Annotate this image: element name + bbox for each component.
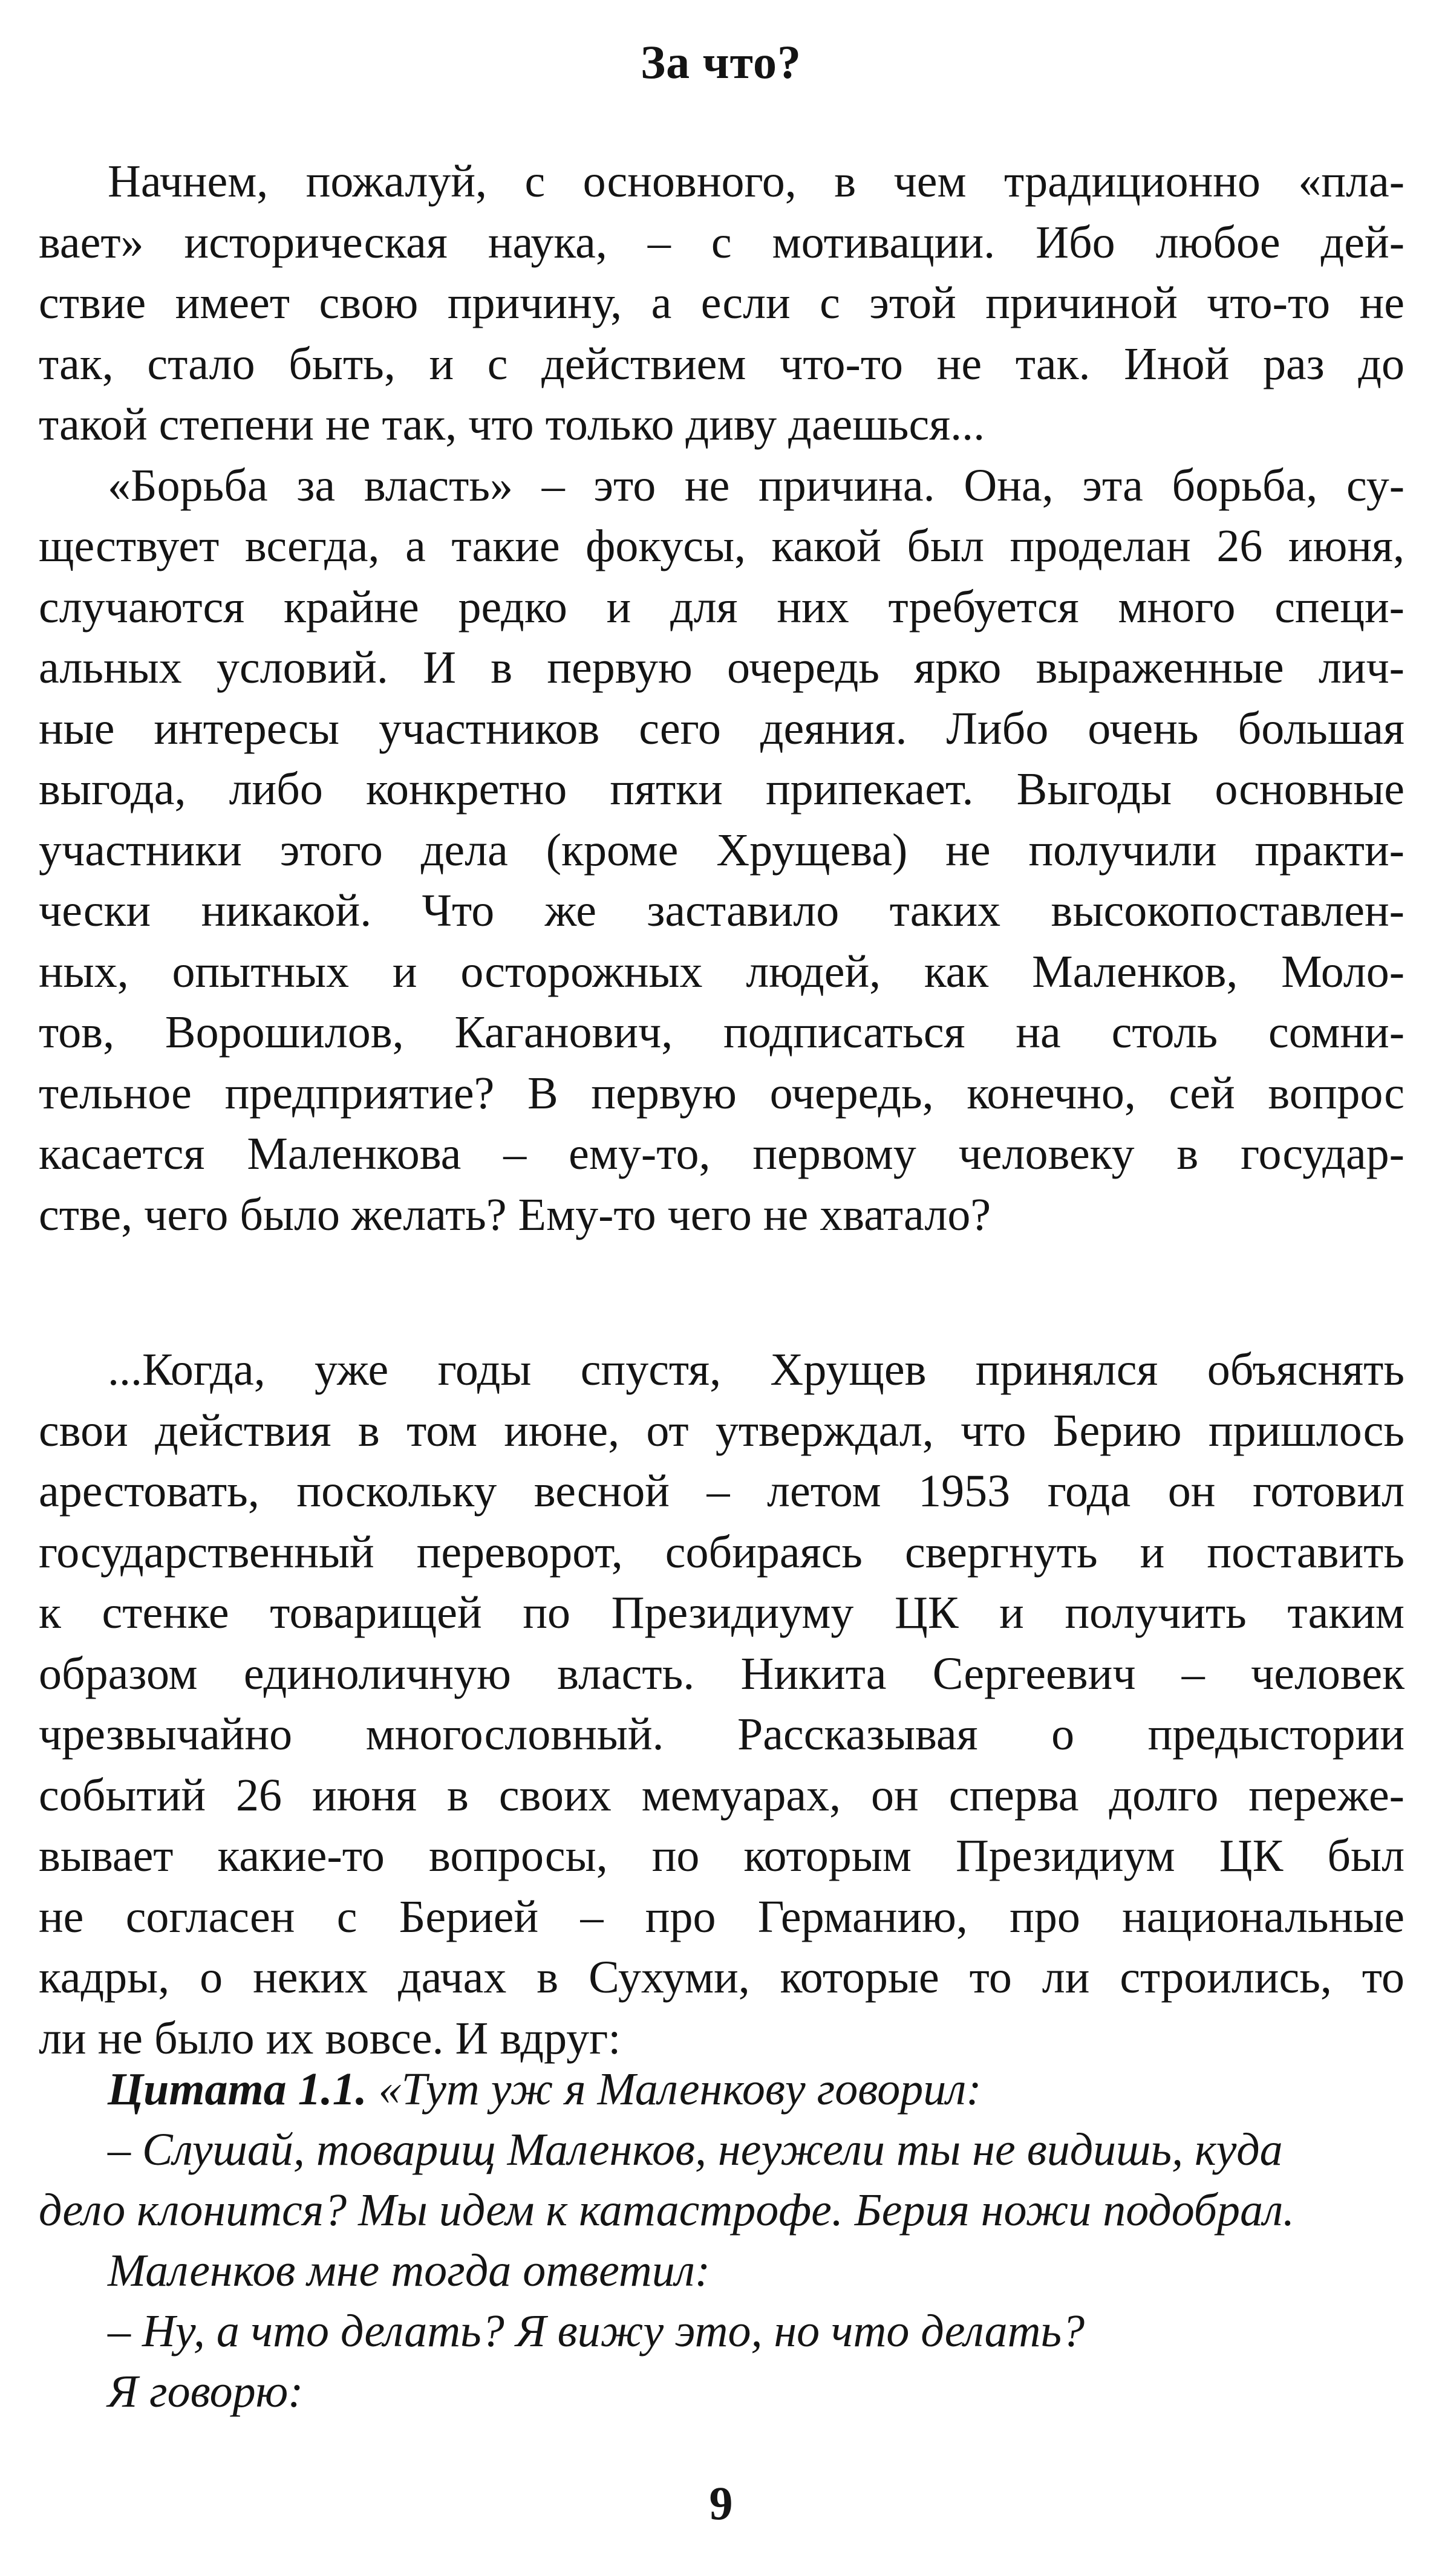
text-line: выгода, либо конкретно пятки припекает. Выгоды основные bbox=[39, 764, 1404, 815]
chapter-title: За что? bbox=[641, 36, 801, 88]
text-line: «Борьба за власть» – это не причина. Она, эта борьба, су- bbox=[108, 460, 1404, 511]
text-line: кадры, о неких дачах в Сухуми, которые то ли строились, то bbox=[39, 1952, 1404, 2003]
text-line: арестовать, поскольку весной – летом 1953 года он готовил bbox=[39, 1466, 1404, 1517]
text-line: такой степени не так, что только диву даешься... bbox=[39, 399, 985, 450]
quote-line: дело клонится? Мы идем к катастрофе. Берия ножи подобрал. bbox=[39, 2185, 1295, 2236]
quote-text: «Тут уж я Маленкову говорил: bbox=[367, 2064, 982, 2115]
text-line: тельное предприятие? В первую очередь, конечно, сей вопрос bbox=[39, 1067, 1404, 1119]
text-line: ...Когда, уже годы спустя, Хрущев принялся объяснять bbox=[108, 1344, 1404, 1395]
quote-first-line bbox=[39, 2059, 1404, 2119]
text-line: Начнем, пожалуй, с основного, в чем традиционно «пла- bbox=[108, 156, 1404, 207]
text-line: ществует всегда, а такие фокусы, какой был проделан 26 июня, bbox=[39, 521, 1404, 571]
text-line: касается Маленкова – ему-то, первому человеку в государ- bbox=[39, 1128, 1404, 1179]
quote-block bbox=[39, 2059, 1404, 2422]
page-number: 9 bbox=[709, 2477, 733, 2529]
text-line: альных условий. И в первую очередь ярко выраженные лич- bbox=[39, 642, 1404, 693]
text-line: стве, чего было желать? Ему-то чего не хватало? bbox=[39, 1189, 991, 1240]
text-line: не согласен с Берией – про Германию, про национальные bbox=[39, 1891, 1404, 1942]
text-line: вает» историческая наука, – с мотивации. Ибо любое дей- bbox=[39, 216, 1404, 268]
quote-line: Я говорю: bbox=[108, 2366, 304, 2417]
text-line: государственный переворот, собираясь свергнуть и поставить bbox=[39, 1526, 1404, 1578]
text-line: образом единоличную власть. Никита Сергеевич – человек bbox=[39, 1648, 1404, 1699]
text-line: случаются крайне редко и для них требуется много специ- bbox=[39, 581, 1404, 633]
text-line: ли не было их вовсе. И вдруг: bbox=[39, 2012, 621, 2064]
quote-line: – Слушай, товарищ Маленков, неужели ты не видишь, куда bbox=[108, 2124, 1283, 2175]
text-line: вывает какие-то вопросы, по которым Президиум ЦК был bbox=[39, 1830, 1404, 1881]
quote-line: – Ну, а что делать? Я вижу это, но что делать? bbox=[108, 2306, 1085, 2356]
quote-label: Цитата 1.1. bbox=[108, 2064, 367, 2115]
text-line: чрезвычайно многословный. Рассказывая о предыстории bbox=[39, 1709, 1404, 1760]
text-block-1 bbox=[39, 151, 1404, 1245]
text-line: тов, Ворошилов, Каганович, подписаться на столь сомни- bbox=[39, 1007, 1404, 1058]
quote-line: Маленков мне тогда ответил: bbox=[108, 2245, 711, 2296]
text-line: свои действия в том июне, от утверждал, что Берию пришлось bbox=[39, 1405, 1404, 1456]
text-line: так, стало быть, и с действием что-то не так. Иной раз до bbox=[39, 338, 1404, 389]
text-line: к стенке товарищей по Президиуму ЦК и получить таким bbox=[39, 1587, 1404, 1638]
text-line: ные интересы участников сего деяния. Либо очень большая bbox=[39, 703, 1404, 754]
text-line: ных, опытных и осторожных людей, как Маленков, Моло- bbox=[39, 946, 1404, 997]
text-line: ствие имеет свою причину, а если с этой причиной что-то не bbox=[39, 278, 1404, 328]
text-line: событий 26 июня в своих мемуарах, он сперва долго пережe- bbox=[39, 1769, 1404, 1821]
text-block-2 bbox=[39, 1339, 1404, 2069]
text-line: участники этого дела (кроме Хрущева) не получили практи- bbox=[39, 824, 1404, 876]
text-line: чески никакой. Что же заставило таких высокопоставлен- bbox=[39, 885, 1404, 936]
